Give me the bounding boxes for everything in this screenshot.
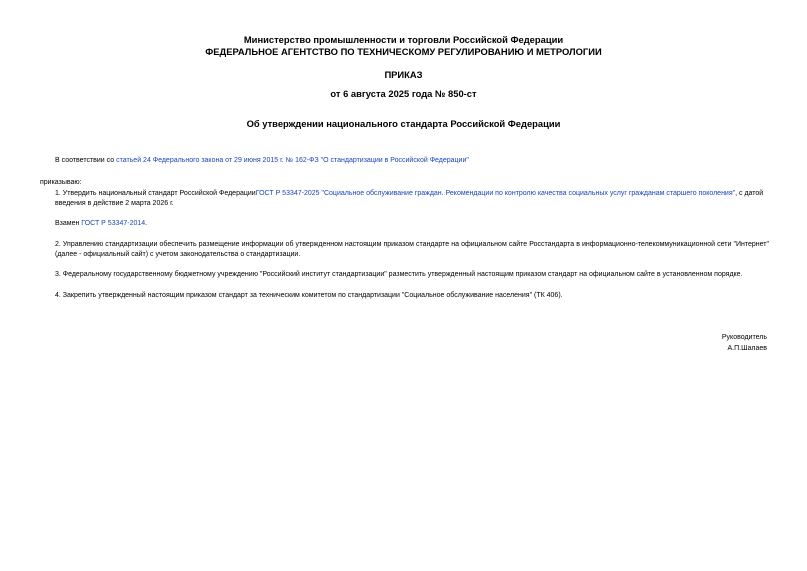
intro-text: В соответствии со [55, 157, 117, 164]
item-1-text: 1. Утвердить национальный стандарт Российской Федерации [55, 190, 256, 197]
intro-paragraph [55, 156, 769, 166]
document-date: от 6 августа 2025 года № 850-ст [330, 88, 477, 99]
signatory-title: Руководитель [721, 334, 767, 341]
item-1-suffix: , с датой введения в действие 2 марта 2026 г. [55, 190, 764, 207]
ministry-name: Министерство промышленности и торговли Российской Федерации [243, 34, 564, 45]
replacement-suffix: . [145, 220, 148, 227]
order-word: приказываю: [40, 179, 82, 186]
item-2-paragraph: 2. Управлению стандартизации обеспечить размещение информации об утвержденном настоящим приказом стандарте на официальном сайте Росстандарта в информационно-телекоммуникационной сети "Интернет" (далее - официальный сайт) с учетом законодательства о стандартизации. [55, 241, 769, 258]
item-1-paragraph [55, 189, 769, 209]
replacement-text: Взамен [55, 220, 82, 227]
item-3-paragraph: 3. Федеральному государственному бюджетному учреждению "Российский институт стандартизации" разместить утвержденный настоящим приказом стандарт на официальном сайте в установленном порядке. [55, 271, 743, 278]
gost-2014-link[interactable]: ГОСТ Р 53347-2014 [81, 220, 146, 227]
item-4-paragraph: 4. Закрепить утвержденный настоящим приказом стандарт за техническим комитетом по стандартизации "Социальное обслуживание населения" (ТК 406). [55, 292, 563, 299]
gost-2025-link[interactable]: ГОСТ Р 53347-2025 "Социальное обслуживание граждан. Рекомендации по контролю качества социальных услуг гражданам старшего поколения" [255, 190, 736, 197]
replacement-paragraph [55, 219, 769, 229]
law-reference-link[interactable]: статьей 24 Федерального закона от 29 июня 2015 г. № 162-ФЗ "О стандартизации в Российской Федерации" [116, 157, 469, 164]
document-type: ПРИКАЗ [384, 69, 423, 80]
document-subject: Об утверждении национального стандарта Российской Федерации [246, 118, 561, 129]
agency-name: ФЕДЕРАЛЬНОЕ АГЕНТСТВО ПО ТЕХНИЧЕСКОМУ РЕГУЛИРОВАНИЮ И МЕТРОЛОГИИ [205, 46, 602, 57]
signatory-name: А.П.Шалаев [727, 345, 767, 352]
